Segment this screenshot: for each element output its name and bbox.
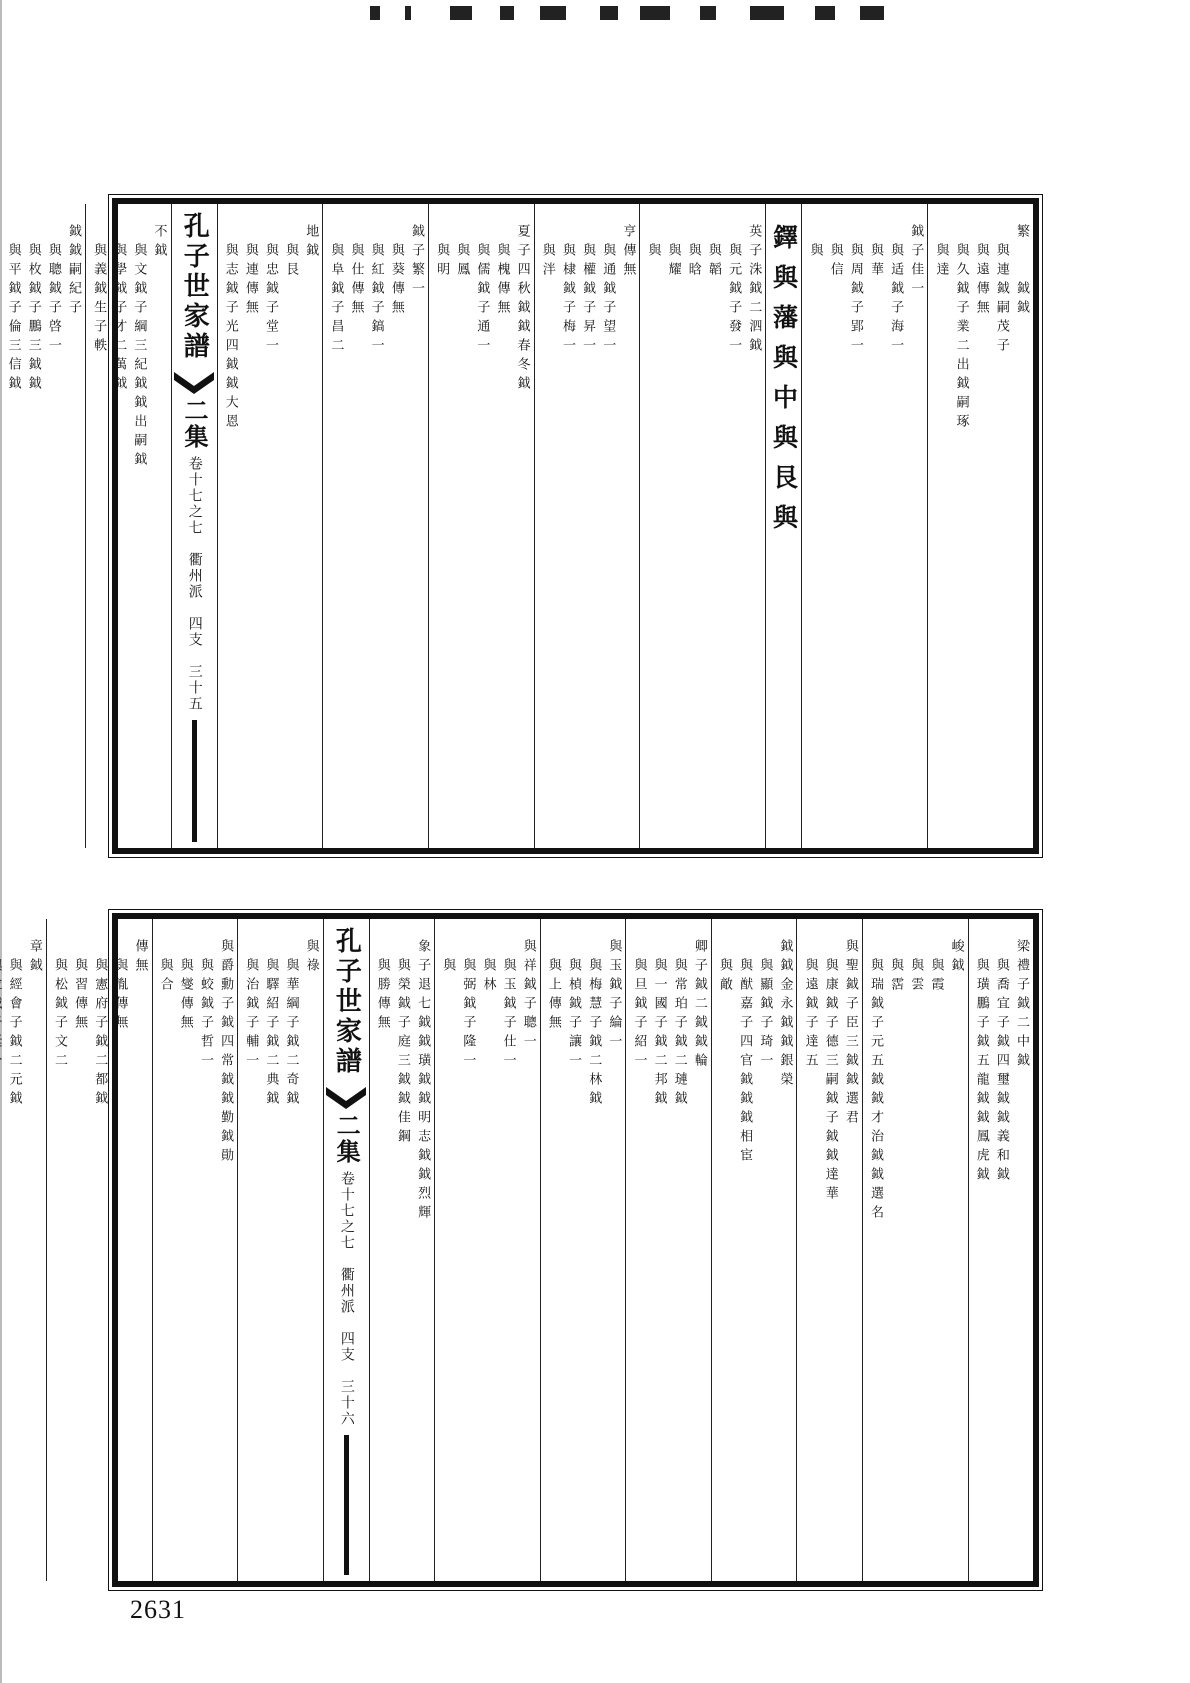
page-number: 2631 xyxy=(130,1595,186,1624)
column-text: 夏子四秋鉞鉞春冬鉞 與槐傳無 與儒鉞子通一 與鳳 與明 xyxy=(434,224,530,395)
collection-label: 二集 xyxy=(332,1113,362,1165)
column-text: 象子退七鉞鉞璜鉞鉞明志鉞鉞烈輝 與榮鉞子庭三鉞鉞佳鋼 與勝傳無 xyxy=(374,939,431,1224)
center-margin xyxy=(171,204,217,848)
genealogy-column xyxy=(765,204,801,848)
genealogy-column xyxy=(801,204,927,848)
genealogy-column xyxy=(625,919,711,1581)
column-text: 傳無 與胤傳無 與憲府子鉞二都鉞 與習傳無 與松鉞子文二 xyxy=(51,939,148,1110)
column-text: 與祿 與華綱子鉞二奇鉞 與驛紹子鉞二典鉞 與治鉞子輔一 xyxy=(243,939,319,1110)
top-scan-marks xyxy=(60,0,1080,28)
column-text: 不鉞 與文鉞子綱三紀鉞鉞出嗣鉞 與學鉞子才二萬鉞 與義鉞生子軼 xyxy=(91,224,167,471)
genealogy-column xyxy=(796,919,861,1581)
column-text: 與聖鉞子臣三鉞鉞選君 與康鉞子德三嗣鉞子鉞鉞達華 與遠鉞子達五 xyxy=(802,939,858,1205)
column-text: 地鉞 與艮 與忠鉞子堂一 與連傳無 與志鉞子光四鉞鉞大恩 xyxy=(222,224,319,433)
center-margin xyxy=(323,919,369,1581)
volume-label: 卷十七之七 衢州派 四支 三十六 xyxy=(338,1171,355,1427)
column-text: 卿子鉞二鉞鉞輪 與常珀子鉞二璉鉞 與一國子鉞二邦鉞 與旦鉞子紹一 xyxy=(631,939,707,1110)
fishtail-mark-icon xyxy=(326,1083,366,1111)
columns-top xyxy=(5,204,1033,848)
column-text: 鉞子繁一 與葵傳無 與紅鉞子鎬一 與仕傳無 與阜鉞子昌二 xyxy=(328,224,424,357)
genealogy-column xyxy=(534,204,640,848)
genealogy-column xyxy=(217,204,323,848)
genealogy-page-bottom xyxy=(6,913,1039,1587)
genealogy-column xyxy=(862,919,968,1581)
genealogy-column xyxy=(369,919,434,1581)
column-text: 與爵勳子鉞四常鉞鉞勤鉞勛 與蛟鉞子哲一 與燮傳無 與合 xyxy=(157,939,234,1167)
column-text: 與玉鉞子綸一 與梅慧子鉞二林鉞 與楨鉞子讓一 與上傳無 xyxy=(545,939,622,1110)
fishtail-mark-icon xyxy=(174,368,214,396)
collection-label: 二集 xyxy=(180,398,210,450)
genealogy-column xyxy=(639,204,765,848)
genealogy-column xyxy=(0,919,46,1581)
column-text: 繁 鉞鉞 與連鉞嗣茂子 與遠傳無 與久鉞子業二出鉞嗣琢 與達 xyxy=(933,224,1029,433)
genealogy-column xyxy=(0,204,85,848)
genealogy-page-top xyxy=(5,198,1039,854)
margin-bar xyxy=(344,1435,349,1575)
book-title: 孔子世家譜 xyxy=(179,212,210,362)
column-text: 亨傳無 與通鉞子望一 與權鉞子昇一 與棣鉞子梅一 與泮 xyxy=(539,224,636,357)
column-text: 與祥鉞子聰一 與玉鉞子仕一 與林 與弼鉞子隆一 與 xyxy=(440,939,536,1072)
genealogy-column xyxy=(322,204,428,848)
column-text: 峻鉞 與霞 與雲 與霑 與瑞鉞子元五鉞鉞才治鉞鉞選名 xyxy=(868,939,964,1224)
genealogy-column xyxy=(85,204,171,848)
column-text: 鐸與藩與中與艮與 xyxy=(769,224,799,544)
genealogy-column xyxy=(434,919,540,1581)
column-text: 梁禮子鉞二中鉞 與喬宜子鉞四璽鉞鉞義和鉞 與璜鵬子鉞五龍鉞鉞鳳虎鉞 xyxy=(973,939,1029,1186)
genealogy-column xyxy=(540,919,626,1581)
column-text: 鉞鉞嗣紀子 與聰鉞子啓一 與枚鉞子鵬三鉞鉞 與平鉞子倫三信鉞 xyxy=(5,224,81,395)
genealogy-column xyxy=(927,204,1033,848)
column-text: 鉞子佳一 與适鉞子海一 與華 與周鉞子郢一 與信 與 xyxy=(807,224,924,357)
column-text: 英子洙鉞二泗鉞 與元鉞子發一 與韜 與晗 與耀 與 xyxy=(645,224,762,357)
volume-label: 卷十七之七 衢州派 四支 三十五 xyxy=(186,456,203,712)
genealogy-column xyxy=(968,919,1033,1581)
genealogy-column xyxy=(711,919,797,1581)
genealogy-column xyxy=(46,919,152,1581)
book-title: 孔子世家譜 xyxy=(331,927,362,1077)
genealogy-column xyxy=(152,919,238,1581)
genealogy-column xyxy=(237,919,323,1581)
margin-bar xyxy=(192,720,197,842)
column-text: 章鉞 與經會子鉞二元鉞 xyxy=(6,939,42,1110)
genealogy-column xyxy=(428,204,534,848)
columns-bottom xyxy=(6,919,1033,1581)
column-text: 鉞鉞金永鉞鉞銀榮 與顯鉞子琦一 與猷嘉子四官鉞鉞鉞相宦 與敵 xyxy=(717,939,793,1167)
